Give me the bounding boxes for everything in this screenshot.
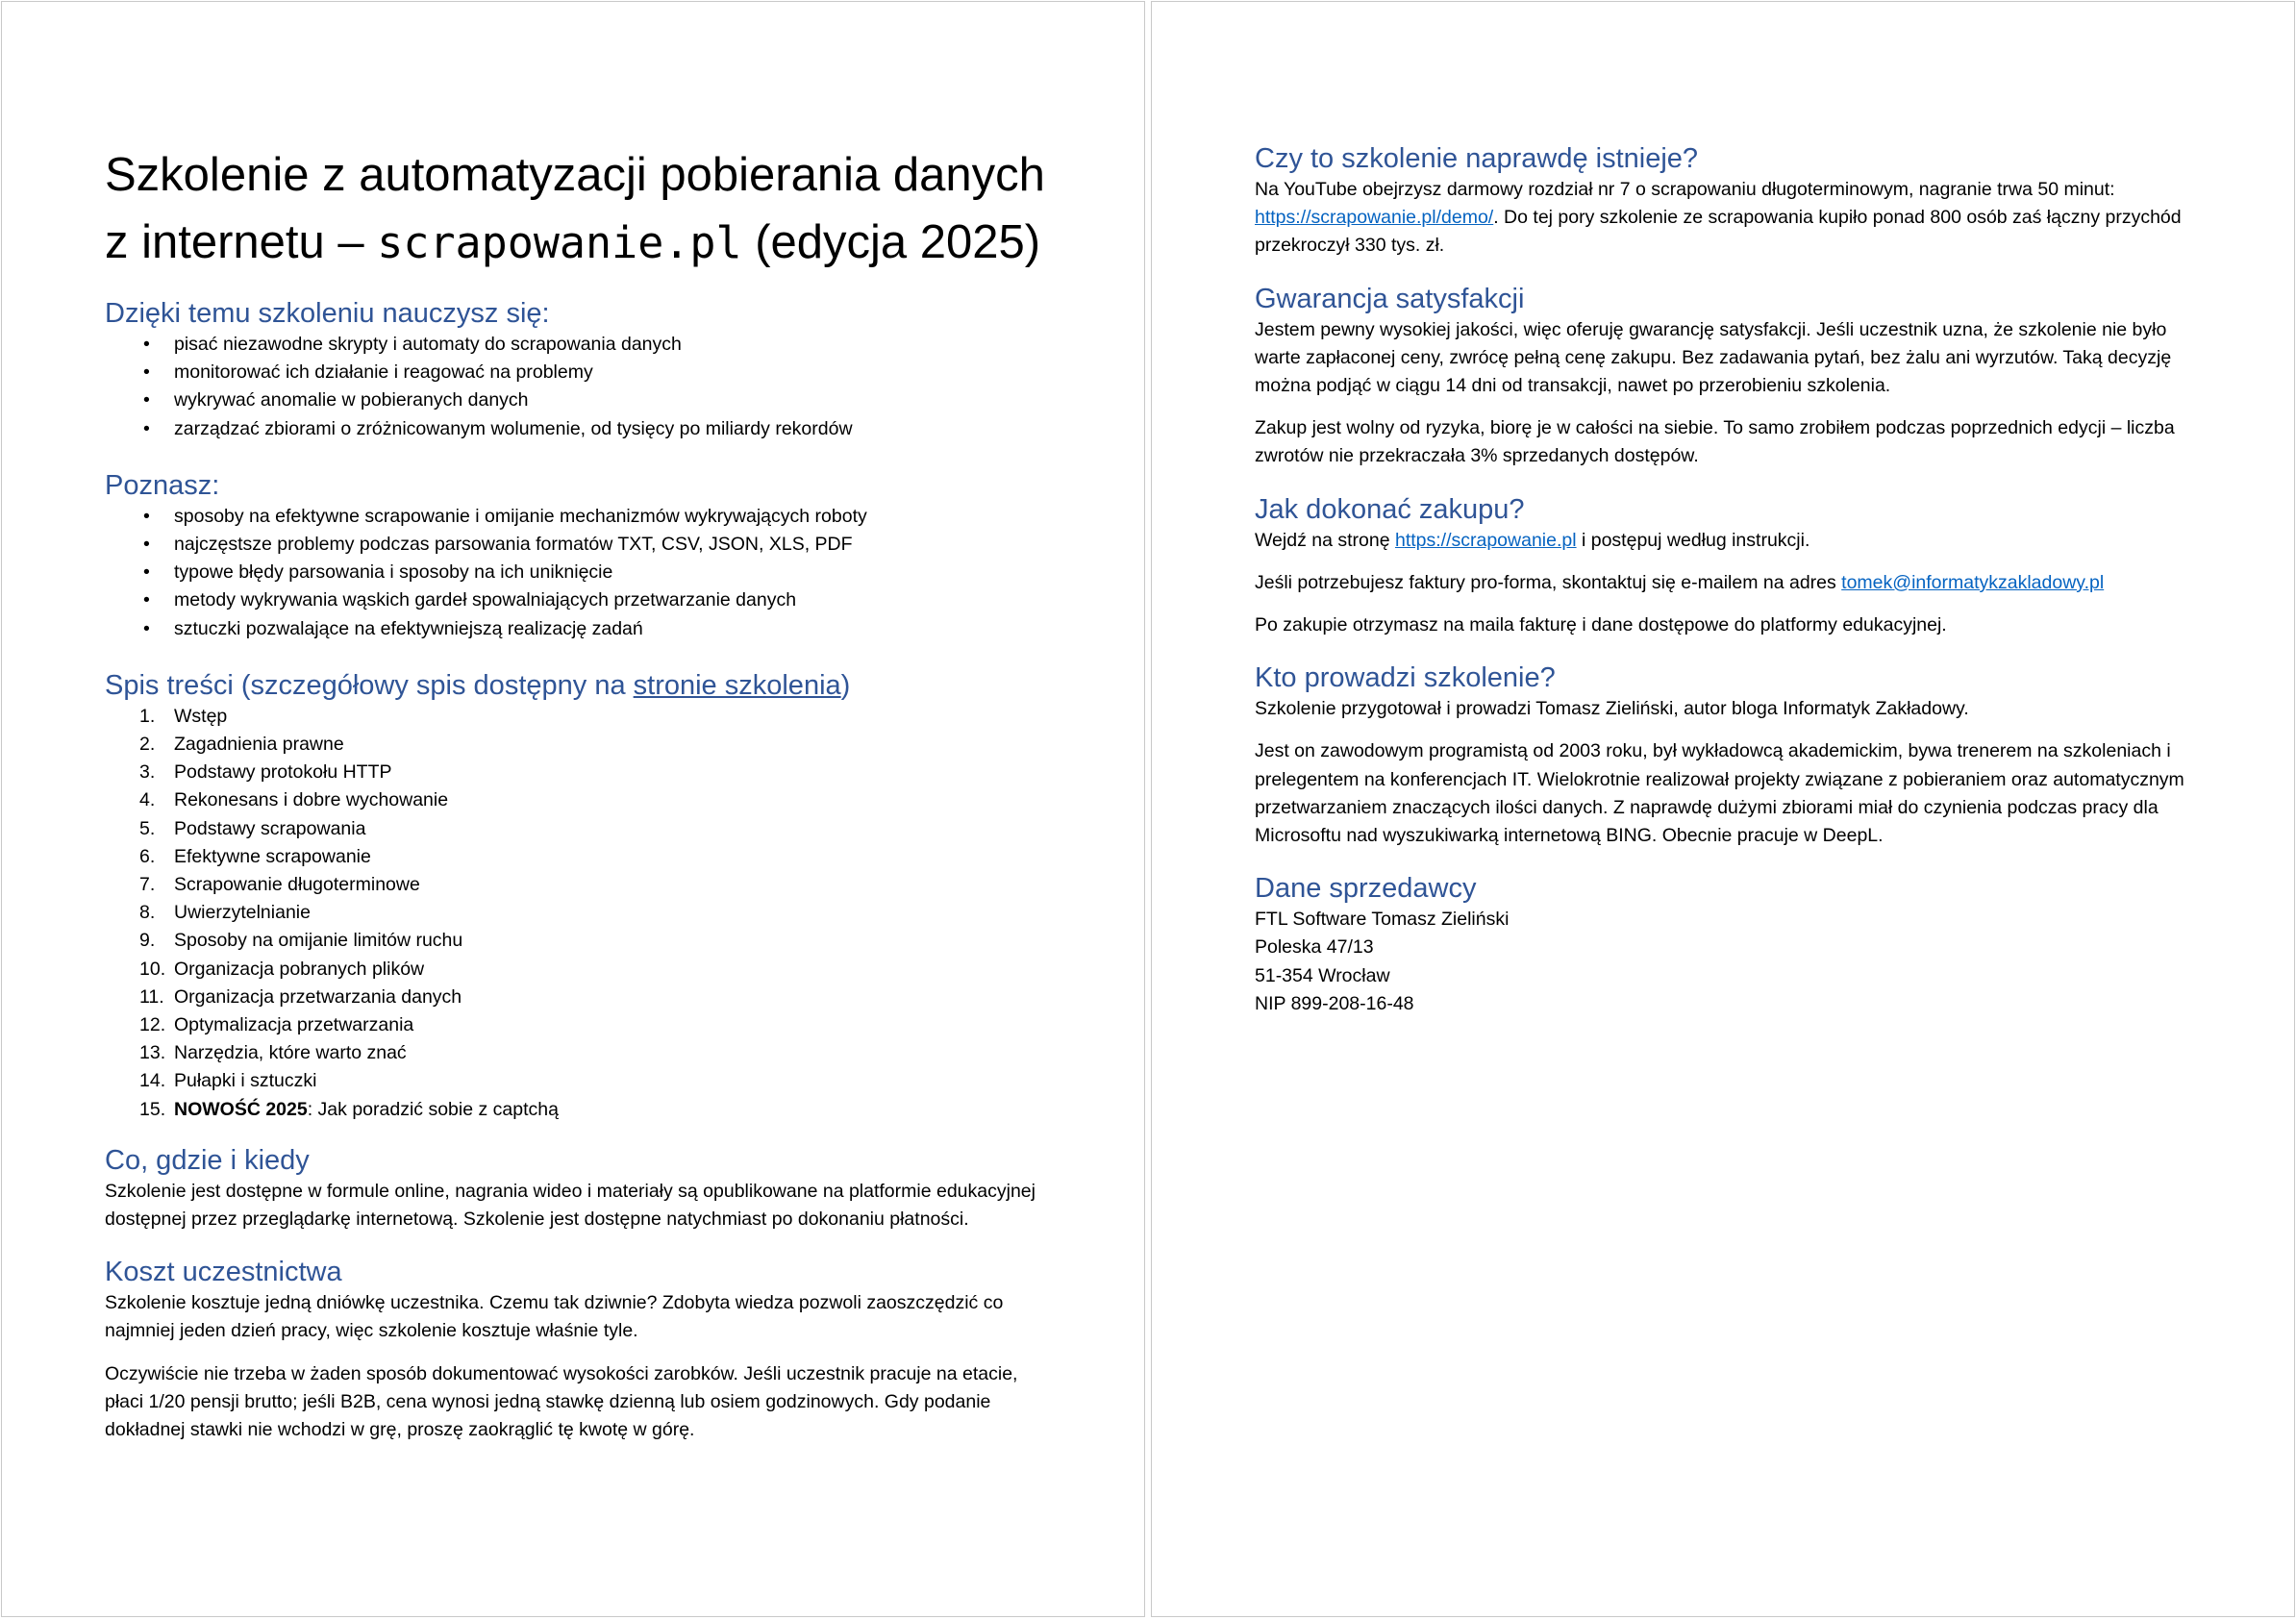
list-number: 2. bbox=[139, 734, 156, 756]
list-item-text: monitorować ich działanie i reagować na problemy bbox=[174, 361, 593, 384]
seller-lines bbox=[1255, 906, 2216, 1018]
list-number: 1. bbox=[139, 705, 156, 727]
toc-heading-suffix: ) bbox=[840, 669, 851, 701]
bullet-icon: • bbox=[143, 561, 150, 584]
list-number: 8. bbox=[139, 902, 156, 924]
list-item-text: wykrywać anomalie w pobieranych danych bbox=[174, 389, 529, 411]
list-number: 15. bbox=[139, 1098, 166, 1120]
bullet-icon: • bbox=[143, 589, 150, 611]
seller-line: 51-354 Wrocław bbox=[1255, 964, 1390, 986]
list-item-text: typowe błędy parsowania i sposoby na ich uniknięcie bbox=[174, 561, 613, 584]
list-number: 5. bbox=[139, 817, 156, 839]
list-item bbox=[105, 586, 1057, 614]
document-title bbox=[105, 2, 1057, 277]
toc-heading-link[interactable]: stronie szkolenia bbox=[633, 669, 841, 701]
list-item bbox=[105, 843, 1057, 871]
list-item-text: Optymalizacja przetwarzania bbox=[174, 1014, 414, 1036]
page-left bbox=[1, 1, 1145, 1617]
list-item bbox=[105, 815, 1057, 843]
bullet-icon: • bbox=[143, 617, 150, 639]
list-item bbox=[105, 559, 1057, 586]
toc-last-text: : Jak poradzić sobie z captchą bbox=[307, 1098, 559, 1120]
list-number: 3. bbox=[139, 761, 156, 784]
list-item bbox=[105, 731, 1057, 759]
list-number: 7. bbox=[139, 874, 156, 896]
list-item-text: Sposoby na omijanie limitów ruchu bbox=[174, 930, 463, 952]
where-text: Szkolenie jest dostępne w formule online, nagrania wideo i materiały są opublikowane na platformie edukacyjnej dostępnej przez przeglądarkę internetową. Szkolenie jest dostępne natychmiast po dokonaniu płatności. bbox=[105, 1180, 1036, 1231]
shop-link[interactable]: https://scrapowanie.pl bbox=[1394, 529, 1577, 551]
title-line-2-suffix: (edycja 2025) bbox=[741, 216, 1041, 268]
list-item-text: sposoby na efektywne scrapowanie i omijanie mechanizmów wykrywających roboty bbox=[174, 505, 867, 527]
list-item-text: metody wykrywania wąskich gardeł spowalniających przetwarzanie danych bbox=[174, 589, 797, 611]
list-item bbox=[105, 359, 1057, 386]
buy-text-2 bbox=[1255, 569, 2216, 597]
toc-list-last bbox=[105, 1096, 1057, 1124]
bullet-icon: • bbox=[143, 417, 150, 439]
list-item-text: Organizacja przetwarzania danych bbox=[174, 985, 462, 1008]
bullet-icon: • bbox=[143, 505, 150, 527]
list-item bbox=[105, 1011, 1057, 1039]
heading-where: Co, gdzie i kiedy bbox=[105, 1144, 310, 1176]
exists-text-a: Na YouTube obejrzysz darmowy rozdział nr 7 o scrapowaniu długoterminowym, nagranie trwa 50 minut: bbox=[1255, 179, 2115, 200]
page-right bbox=[1151, 1, 2295, 1617]
list-item-text: Narzędzia, które warto znać bbox=[174, 1042, 407, 1064]
title-site-name: scrapowanie.pl bbox=[377, 217, 742, 268]
list-item-text: Efektywne scrapowanie bbox=[174, 845, 371, 867]
list-item bbox=[105, 386, 1057, 414]
list-item bbox=[105, 899, 1057, 927]
list-number: 4. bbox=[139, 789, 156, 811]
heading-buy: Jak dokonać zakupu? bbox=[1255, 493, 1525, 525]
list-item-text: Pułapki i sztuczki bbox=[174, 1070, 317, 1092]
who-text-2: Jest on zawodowym programistą od 2003 roku, był wykładowcą akademickim, bywa trenerem na szkoleniach i prelegentem na konferencjach IT. Wielokrotnie realizował projekty związane z pobieraniem oraz automatycznym przetwarzaniem znaczących ilości danych. Z naprawdę dużymi zbiorami miał do czynienia podczas pracy dla Microsoftu nad wyszukiwarką internetową BING. Obecnie pracuje w DeepL. bbox=[1255, 740, 2184, 847]
list-item bbox=[105, 956, 1057, 984]
list-item bbox=[105, 503, 1057, 531]
list-number: 6. bbox=[139, 845, 156, 867]
list-item bbox=[105, 331, 1057, 359]
heading-learn: Dzięki temu szkoleniu nauczysz się: bbox=[105, 298, 550, 329]
list-item-text: Podstawy scrapowania bbox=[174, 817, 366, 839]
bullet-icon: • bbox=[143, 534, 150, 556]
list-item bbox=[105, 927, 1057, 955]
know-list bbox=[105, 503, 1057, 643]
list-item-text: najczęstsze problemy podczas parsowania formatów TXT, CSV, JSON, XLS, PDF bbox=[174, 534, 853, 556]
cost-text-1: Szkolenie kosztuje jedną dniówkę uczestnika. Czemu tak dziwnie? Zdobyta wiedza pozwoli zaoszczędzić co najmniej jeden dzień pracy, więc szkolenie kosztuje właśnie tyle. bbox=[105, 1292, 1004, 1342]
email-link[interactable]: tomek@informatykzakladowy.pl bbox=[1841, 571, 2105, 593]
list-item-text: Rekonesans i dobre wychowanie bbox=[174, 789, 449, 811]
buy-text-2a: Jeśli potrzebujesz faktury pro-forma, skontaktuj się e-mailem na adres bbox=[1255, 571, 1842, 593]
list-item bbox=[105, 984, 1057, 1011]
bullet-icon: • bbox=[143, 389, 150, 411]
list-number: 10. bbox=[139, 958, 166, 980]
heading-toc bbox=[105, 668, 1057, 703]
list-item bbox=[105, 786, 1057, 814]
buy-text-1b: i postępuj według instrukcji. bbox=[1576, 529, 1810, 551]
exists-text bbox=[1255, 176, 2216, 261]
list-number: 9. bbox=[139, 930, 156, 952]
seller-line: FTL Software Tomasz Zieliński bbox=[1255, 909, 1510, 931]
list-item-text: Scrapowanie długoterminowe bbox=[174, 874, 420, 896]
heading-know: Poznasz: bbox=[105, 469, 220, 501]
title-line-2-prefix: z internetu – bbox=[105, 216, 378, 268]
list-item bbox=[105, 531, 1057, 559]
page-right-content bbox=[1255, 2, 2216, 1018]
heading-who: Kto prowadzi szkolenie? bbox=[1255, 662, 1556, 694]
heading-cost: Koszt uczestnictwa bbox=[105, 1257, 342, 1288]
bullet-icon: • bbox=[143, 334, 150, 355]
list-item-text: Zagadnienia prawne bbox=[174, 734, 344, 756]
list-item-text: Organizacja pobranych plików bbox=[174, 958, 425, 980]
list-item-text: zarządzać zbiorami o zróżnicowanym wolumenie, od tysięcy po miliardy rekordów bbox=[174, 417, 853, 439]
list-item bbox=[105, 703, 1057, 731]
list-item bbox=[105, 1039, 1057, 1067]
buy-text-1a: Wejdź na stronę bbox=[1255, 529, 1395, 551]
list-item-text: pisać niezawodne skrypty i automaty do scrapowania danych bbox=[174, 334, 682, 355]
learn-list bbox=[105, 331, 1057, 443]
heading-seller: Dane sprzedawcy bbox=[1255, 873, 1477, 905]
cost-text-2: Oczywiście nie trzeba w żaden sposób dokumentować wysokości zarobków. Jeśli uczestnik pracuje na etacie, płaci 1/20 pensji brutto; jeśli B2B, cena wynosi jedną stawkę dzienną lub osiem godzinowych. Gdy podanie dokładnej stawki nie wchodzi w grę, proszę zaokrąglić tę kwotę w górę. bbox=[105, 1362, 1018, 1441]
toc-list bbox=[105, 703, 1057, 1096]
guarantee-text-1: Jestem pewny wysokiej jakości, więc oferuję gwarancję satysfakcji. Jeśli uczestnik uzna, że szkolenie nie było warte zapłaconej ceny, zwrócę pełną cenę zakupu. Bez zadawania pytań, bez żalu ani wyrzutów. Taką decyzję można podjąć w ciągu 14 dni od transakcji, nawet po przerobieniu szkolenia. bbox=[1255, 318, 2172, 397]
exists-text-b: . Do tej pory szkolenie ze scrapowania kupiło ponad 800 osób zaś łączny przychód przekroczył 330 tys. zł. bbox=[1255, 207, 2182, 257]
bullet-icon: • bbox=[143, 361, 150, 384]
list-item-text: Podstawy protokołu HTTP bbox=[174, 761, 392, 784]
list-item bbox=[105, 415, 1057, 443]
demo-link[interactable]: https://scrapowanie.pl/demo/ bbox=[1255, 207, 1494, 229]
list-number: 11. bbox=[139, 985, 164, 1008]
page-left-content bbox=[105, 2, 1057, 1444]
heading-guarantee: Gwarancja satysfakcji bbox=[1255, 283, 1525, 314]
toc-new-badge: NOWOŚĆ 2025 bbox=[174, 1098, 308, 1120]
list-item-text: Uwierzytelnianie bbox=[174, 902, 311, 924]
list-item bbox=[105, 1096, 1057, 1124]
buy-text-1 bbox=[1255, 527, 2216, 555]
list-number: 12. bbox=[139, 1014, 166, 1036]
list-item bbox=[105, 615, 1057, 643]
title-line-1: Szkolenie z automatyzacji pobierania danych bbox=[105, 149, 1045, 201]
seller-line: NIP 899-208-16-48 bbox=[1255, 992, 1414, 1014]
list-number: 14. bbox=[139, 1070, 166, 1092]
heading-exists: Czy to szkolenie naprawdę istnieje? bbox=[1255, 143, 1699, 174]
toc-heading-prefix: Spis treści (szczegółowy spis dostępny na bbox=[105, 669, 634, 701]
guarantee-text-2: Zakup jest wolny od ryzyka, biorę je w całości na siebie. To samo zrobiłem podczas poprzednich edycji – liczba zwrotów nie przekraczała 3% sprzedanych dostępów. bbox=[1255, 417, 2175, 467]
list-item-text: Wstęp bbox=[174, 705, 228, 727]
list-number: 13. bbox=[139, 1042, 166, 1064]
list-item-text: sztuczki pozwalające na efektywniejszą realizację zadań bbox=[174, 617, 643, 639]
list-item bbox=[105, 871, 1057, 899]
buy-text-3: Po zakupie otrzymasz na maila fakturę i dane dostępowe do platformy edukacyjnej. bbox=[1255, 614, 1947, 636]
who-text-1: Szkolenie przygotował i prowadzi Tomasz Zieliński, autor bloga Informatyk Zakładowy. bbox=[1255, 698, 1969, 720]
list-item bbox=[105, 759, 1057, 786]
list-item bbox=[105, 1067, 1057, 1095]
seller-line: Poleska 47/13 bbox=[1255, 936, 1374, 959]
